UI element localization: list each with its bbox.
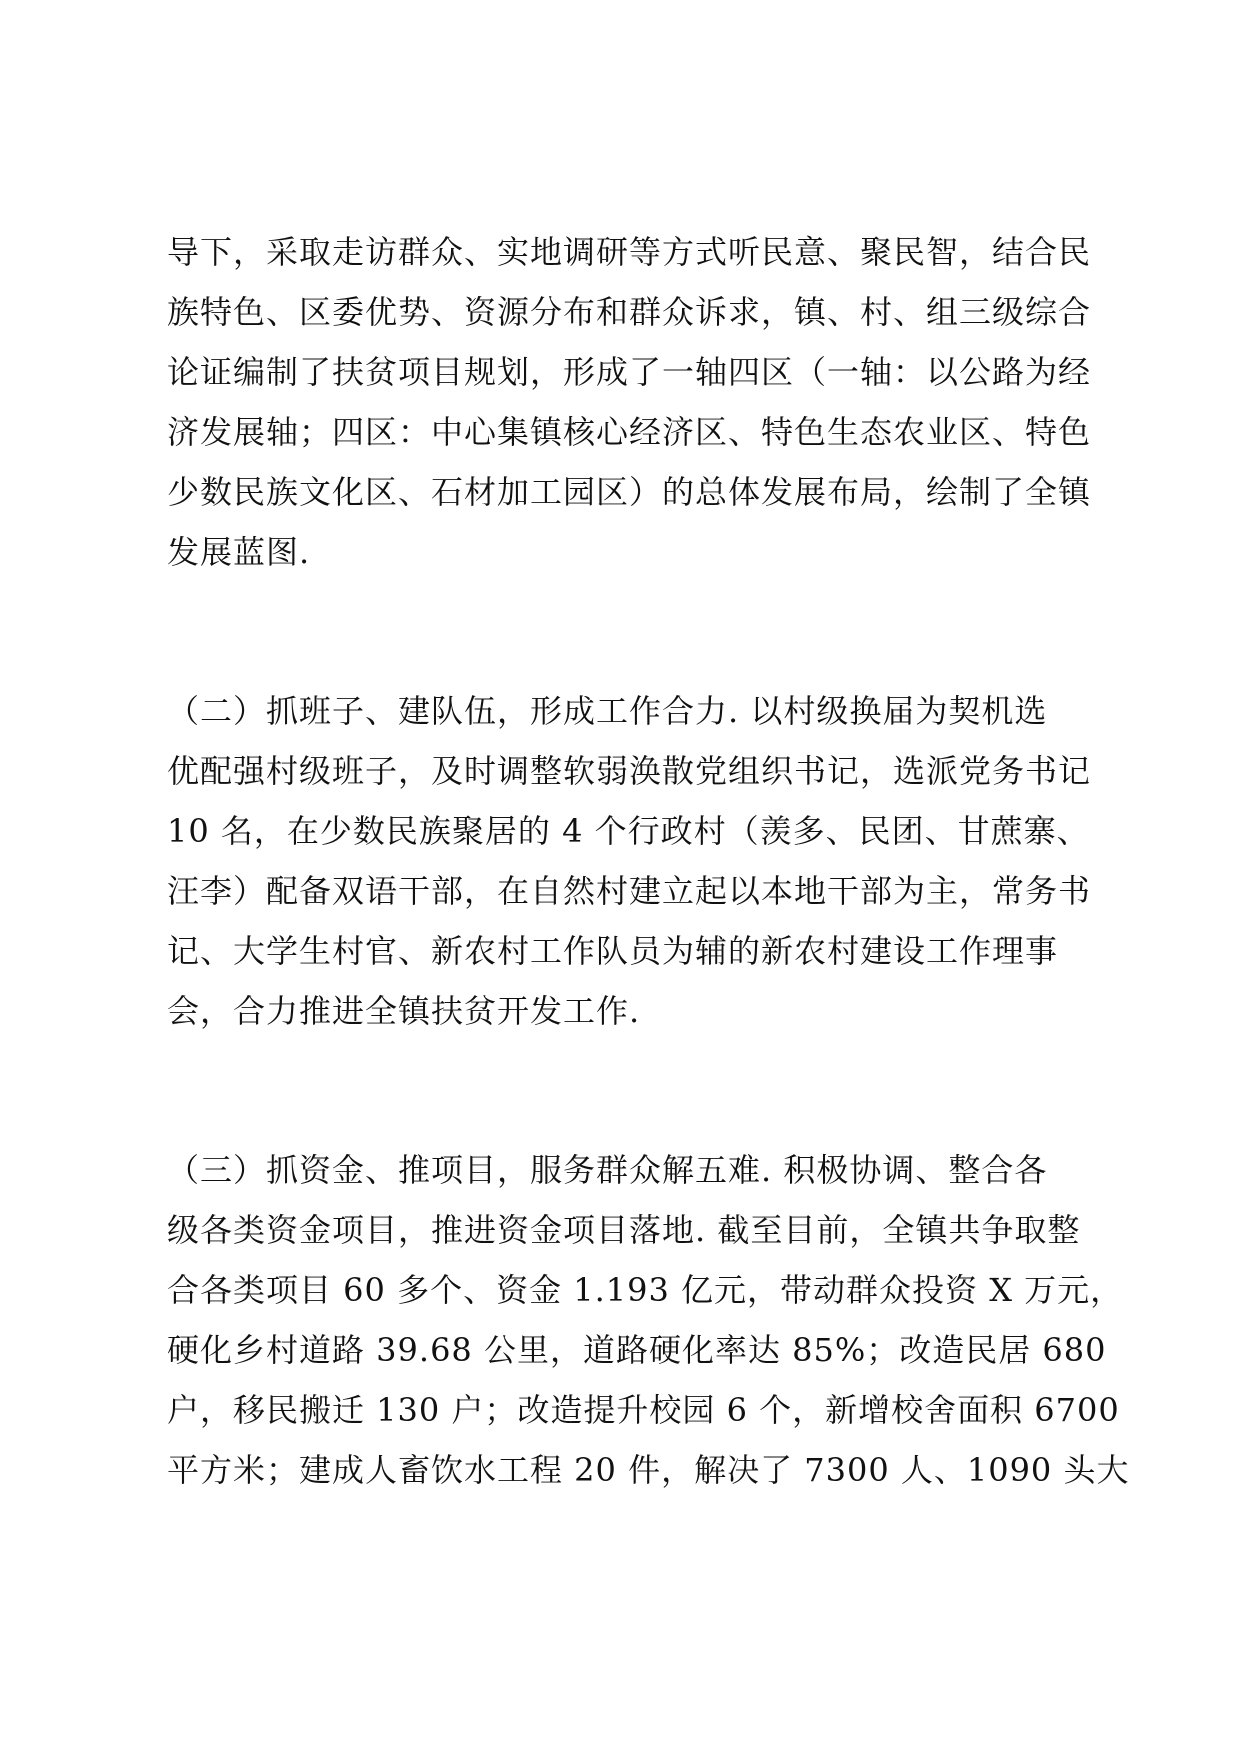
- text-line: 平方米；建成人畜饮水工程 20 件，解决了 7300 人、1090 头大: [167, 1451, 1130, 1489]
- text-line: 发展蓝图.: [167, 533, 311, 571]
- text-line: 记、大学生村官、新农村工作队员为辅的新农村建设工作理事: [167, 932, 1059, 970]
- text-line: 优配强村级班子，及时调整软弱涣散党组织书记，选派党务书记: [167, 752, 1092, 790]
- text-line: 济发展轴；四区：中心集镇核心经济区、特色生态农业区、特色: [167, 413, 1092, 451]
- text-line: 论证编制了扶贫项目规划，形成了一轴四区（一轴：以公路为经: [167, 353, 1092, 391]
- paragraph-planning: [167, 222, 1097, 582]
- text-line: 少数民族文化区、石材加工园区）的总体发展布局，绘制了全镇: [167, 473, 1092, 511]
- paragraph-funding-projects: [167, 1140, 1130, 1500]
- text-line: （三）抓资金、推项目，服务群众解五难. 积极协调、整合各: [167, 1151, 1048, 1189]
- text-line: 级各类资金项目，推进资金项目落地. 截至目前，全镇共争取整: [167, 1211, 1081, 1249]
- text-line: 汪李）配备双语干部，在自然村建立起以本地干部为主，常务书: [167, 872, 1092, 910]
- text-line: 10 名，在少数民族聚居的 4 个行政村（羡多、民团、甘蔗寨、: [167, 812, 1090, 850]
- text-line: 硬化乡村道路 39.68 公里，道路硬化率达 85%；改造民居 680: [167, 1331, 1107, 1369]
- paragraph-team-building: [167, 681, 1097, 1041]
- text-line: 会，合力推进全镇扶贫开发工作.: [167, 992, 641, 1030]
- text-line: 户，移民搬迁 130 户；改造提升校园 6 个，新增校舍面积 6700: [167, 1391, 1120, 1429]
- text-line: 合各类项目 60 多个、资金 1.193 亿元，带动群众投资 X 万元，: [167, 1271, 1124, 1309]
- text-line: （二）抓班子、建队伍，形成工作合力. 以村级换届为契机选: [167, 692, 1048, 730]
- text-line: 导下，采取走访群众、实地调研等方式听民意、聚民智，结合民: [167, 233, 1092, 271]
- text-line: 族特色、区委优势、资源分布和群众诉求，镇、村、组三级综合: [167, 293, 1092, 331]
